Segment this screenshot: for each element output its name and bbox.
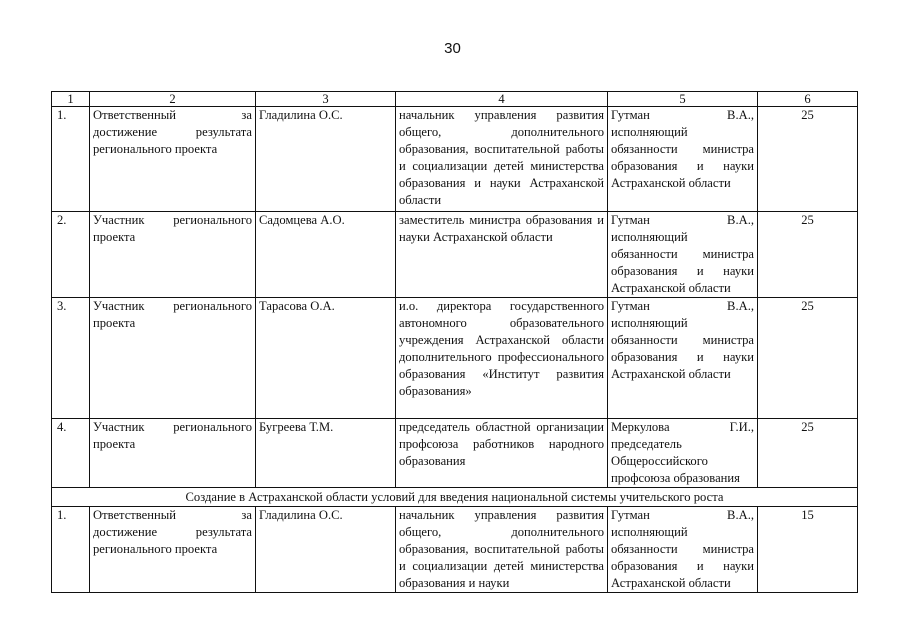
supervisor-cell: Гутман В.А., исполняющий обязанности министра образования и науки Астраханской области	[608, 298, 758, 419]
share-cell: 15	[758, 507, 858, 593]
table-row	[52, 298, 858, 419]
name-cell: Бугреева Т.М.	[256, 419, 396, 488]
table-row	[52, 212, 858, 298]
role-cell: Участник регионального проекта	[90, 212, 256, 298]
supervisor-cell: Гутман В.А., исполняющий обязанности министра образования и науки Астраханской области	[608, 212, 758, 298]
table-row	[52, 419, 858, 488]
row-number: 1.	[52, 107, 90, 212]
role-cell: Участник регионального проекта	[90, 419, 256, 488]
position-cell: начальник управления развития общего, дополнительного образования, воспитательной работы и социализации детей министерства образования и науки Астраханской области	[396, 107, 608, 212]
column-header: 5	[608, 92, 758, 107]
page-number: 30	[444, 40, 461, 57]
row-number: 1.	[52, 507, 90, 593]
name-cell: Садомцева А.О.	[256, 212, 396, 298]
role-cell: Ответственный за достижение результата регионального проекта	[90, 507, 256, 593]
supervisor-cell: Меркулова Г.И., председатель Общероссийского профсоюза образования	[608, 419, 758, 488]
table-row	[52, 507, 858, 593]
share-cell: 25	[758, 212, 858, 298]
column-header: 1	[52, 92, 90, 107]
share-cell: 25	[758, 298, 858, 419]
position-cell: и.о. директора государственного автономного образовательного учреждения Астраханской области дополнительного профессионального образования «Институт развития образования»	[396, 298, 608, 419]
role-cell: Участник регионального проекта	[90, 298, 256, 419]
name-cell: Тарасова О.А.	[256, 298, 396, 419]
position-cell: заместитель министра образования и науки Астраханской области	[396, 212, 608, 298]
row-number: 2.	[52, 212, 90, 298]
position-cell: председатель областной организации профсоюза работников народного образования	[396, 419, 608, 488]
table-header-row	[52, 92, 858, 107]
row-number: 4.	[52, 419, 90, 488]
role-cell: Ответственный за достижение результата регионального проекта	[90, 107, 256, 212]
section-row	[52, 488, 858, 507]
name-cell: Гладилина О.С.	[256, 107, 396, 212]
name-cell: Гладилина О.С.	[256, 507, 396, 593]
column-header: 3	[256, 92, 396, 107]
section-title: Создание в Астраханской области условий для введения национальной системы учительского роста	[52, 488, 858, 507]
position-cell: начальник управления развития общего, дополнительного образования, воспитательной работы и социализации детей министерства образования и науки	[396, 507, 608, 593]
column-header: 4	[396, 92, 608, 107]
share-cell: 25	[758, 419, 858, 488]
table-row	[52, 107, 858, 212]
responsible-persons-table	[51, 91, 858, 593]
row-number: 3.	[52, 298, 90, 419]
supervisor-cell: Гутман В.А., исполняющий обязанности министра образования и науки Астраханской области	[608, 507, 758, 593]
share-cell: 25	[758, 107, 858, 212]
supervisor-cell: Гутман В.А., исполняющий обязанности министра образования и науки Астраханской области	[608, 107, 758, 212]
column-header: 6	[758, 92, 858, 107]
column-header: 2	[90, 92, 256, 107]
